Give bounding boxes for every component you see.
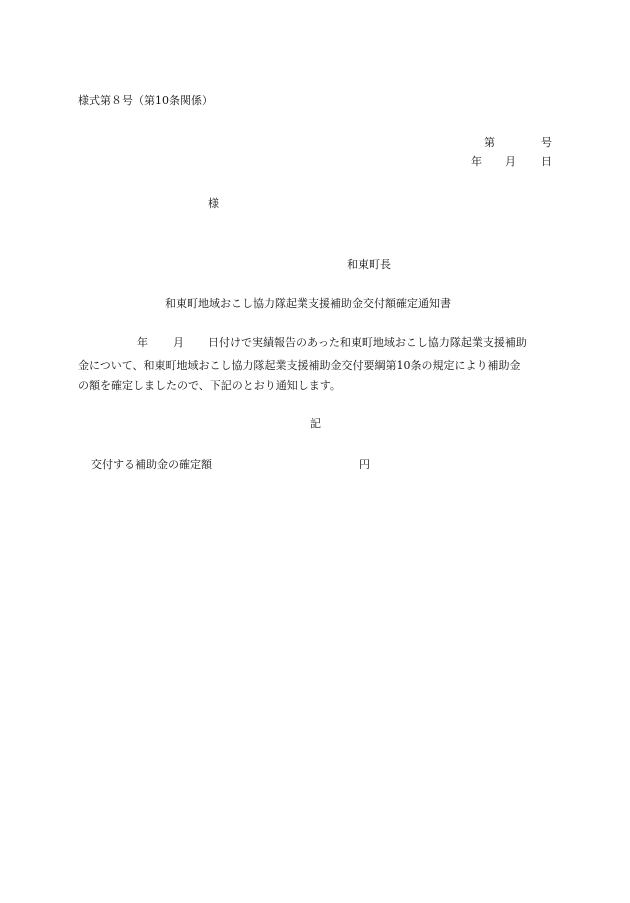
body-line-1-text: 日付けで実績報告のあった和東町地域おこし協力隊起業支援補助 [208,336,527,349]
issuer-name: 和東町長 [347,258,391,271]
doc-number-prefix: 第 [484,136,495,149]
date-day: 日 [541,155,552,168]
recipient-suffix: 様 [208,197,219,210]
body-line-2: 金について、和東町地域おこし協力隊起業支援補助金交付要綱第10条の規定により補助金 [78,359,521,372]
form-label: 様式第８号（第10条関係） [78,94,213,107]
amount-unit: 円 [359,458,370,471]
body-line-1 [78,336,552,356]
body-line-3: の額を確定しましたので、下記のとおり通知します。 [78,379,341,392]
doc-number-suffix: 号 [541,136,552,149]
date-year: 年 [471,155,482,168]
body-paragraph [78,336,552,396]
body-month: 月 [173,336,184,349]
body-year: 年 [137,336,148,349]
document-title: 和東町地域おこし協力隊起業支援補助金交付額確定通知書 [165,297,451,310]
amount-label: 交付する補助金の確定額 [91,458,212,471]
ki-heading: 記 [310,417,321,430]
date-month: 月 [505,155,516,168]
